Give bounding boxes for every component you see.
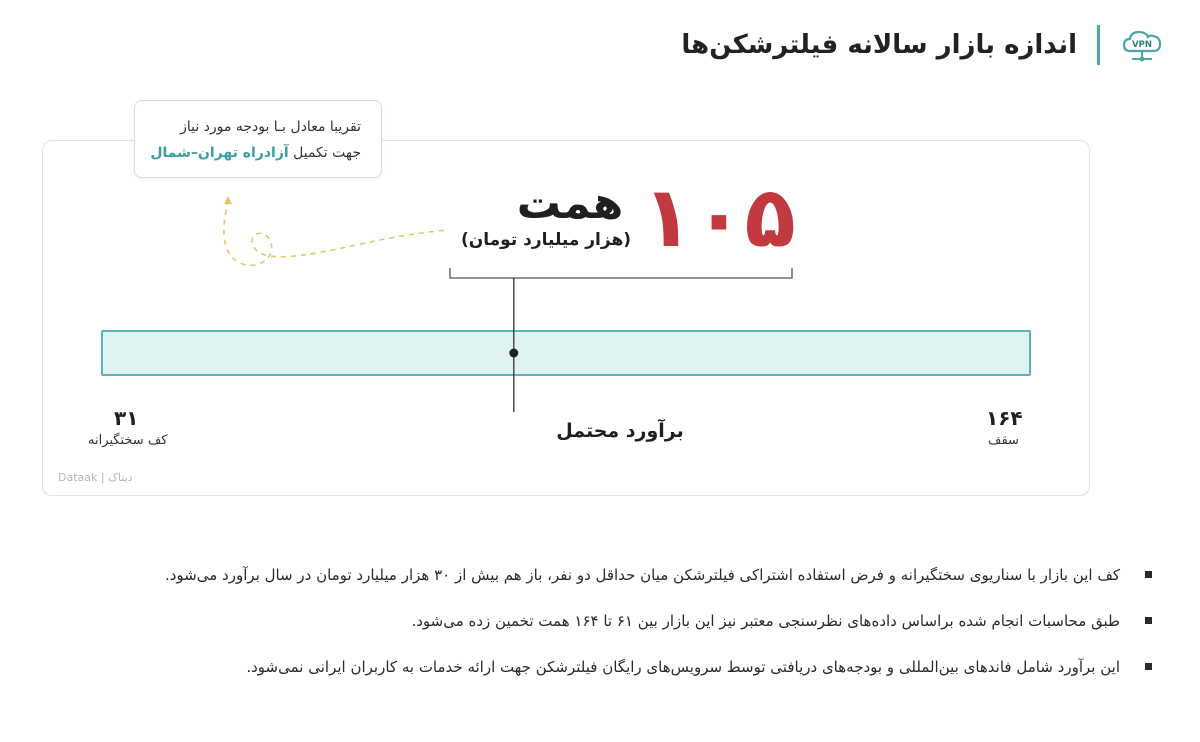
callout-line-2 — [149, 140, 361, 166]
source-label: Dataak | دیتاک — [58, 471, 133, 484]
list-item — [52, 552, 1152, 598]
range-bar — [101, 330, 1031, 376]
bullet-list — [52, 552, 1152, 690]
bullet-text: کف این بازار با سناریوی سختگیرانه و فرض استفاده اشتراکی فیلترشکن میان حداقل دو نفر، باز هم بیش از ۳۰ هزار میلیارد تومان در سال برآورد می‌شود. — [164, 566, 1120, 584]
max-label: سقف — [988, 433, 1019, 448]
callout-line-2-prefix: جهت تکمیل — [293, 145, 361, 161]
bullet-square-icon — [1145, 617, 1152, 624]
header — [681, 22, 1164, 68]
title-divider — [1097, 25, 1100, 65]
callout-line-1: تقریبا معادل بـا بودجه مورد نیاز — [180, 119, 361, 135]
estimate-unit: همت — [516, 178, 624, 229]
page-title: اندازه بازار سالانه فیلترشکن‌ها — [681, 30, 1077, 60]
bullet-text: این برآورد شامل فاندهای بین‌المللی و بودجه‌های دریافتی توسط سرویس‌های رایگان فیلترشکن جهت ارائه خدمات به کاربران ایرانی نمی‌شود. — [246, 658, 1120, 676]
bullet-square-icon — [1145, 571, 1152, 578]
bullet-text: طبق محاسبات انجام شده براساس داده‌های نظرسنجی معتبر نیز این بازار بین ۶۱ تا ۱۶۴ همت تخمین زده می‌شود. — [411, 612, 1120, 630]
vpn-cloud-icon — [1120, 23, 1164, 67]
max-value: ۱۶۴ — [986, 406, 1023, 430]
estimate-label: برآورد محتمل — [556, 420, 684, 442]
svg-text:VPN: VPN — [1132, 40, 1152, 50]
list-item — [52, 644, 1152, 690]
min-label: کف سختگیرانه — [88, 433, 168, 448]
callout-box — [134, 100, 382, 178]
callout-highlight: آزادراه تهران–شمال — [150, 145, 289, 161]
list-item — [52, 598, 1152, 644]
bullet-square-icon — [1145, 663, 1152, 670]
estimate-unit-full: (هزار میلیارد تومان) — [460, 230, 632, 250]
min-value: ۳۱ — [114, 406, 139, 430]
estimate-value: ۱۰۵ — [642, 168, 796, 266]
